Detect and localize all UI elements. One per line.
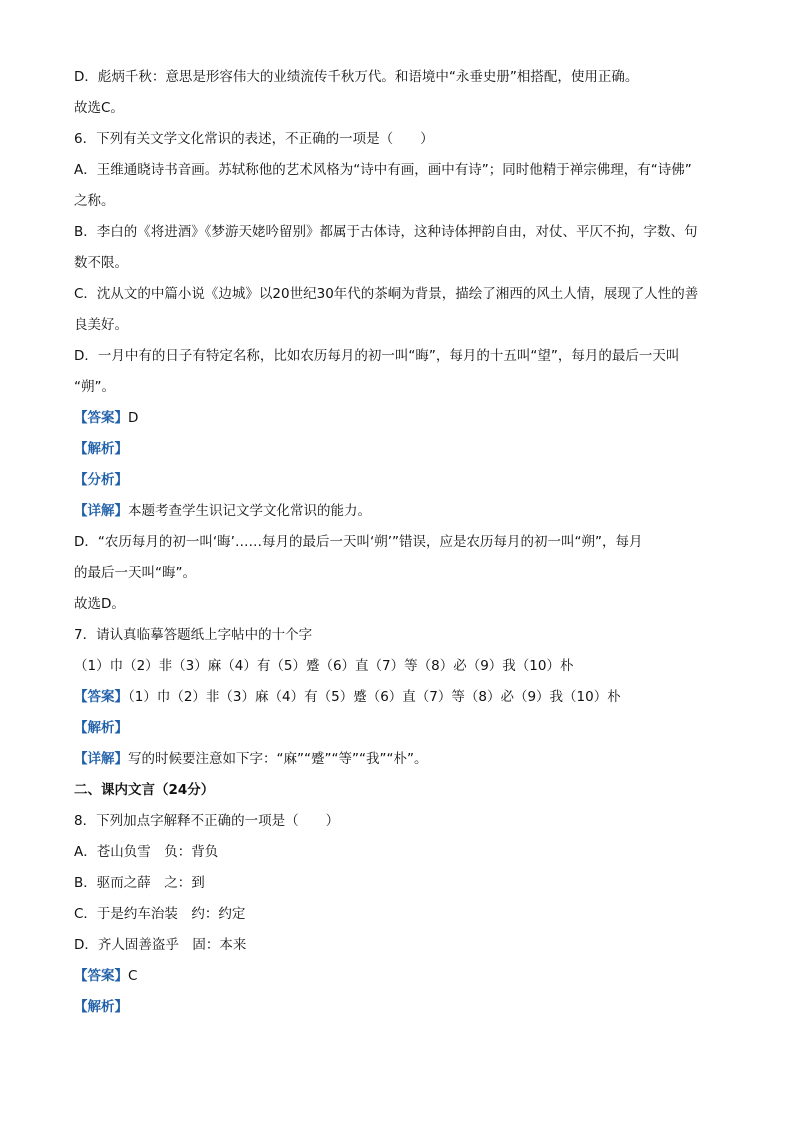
text-line — [74, 372, 724, 403]
line-text: D．“农历每月的初一叫‘晦’……每月的最后一天叫‘朔’”错误，应是农历每月的初一叫“朔”，每月 — [74, 534, 643, 550]
line-text: A．王维通晓诗书音画。苏轼称他的艺术风格为“诗中有画，画中有诗”；同时他精于禅宗佛理，有“诗佛” — [74, 162, 692, 178]
text-line — [74, 217, 724, 248]
section-tag: 【分析】 — [74, 472, 128, 488]
line-text: C — [128, 968, 138, 984]
text-line — [74, 310, 724, 341]
text-line — [74, 775, 724, 806]
text-line — [74, 682, 724, 713]
text-line — [74, 527, 724, 558]
text-line — [74, 62, 724, 93]
line-text: D．一月中有的日子有特定名称，比如农历每月的初一叫“晦”，每月的十五叫“望”，每月的最后一天叫 — [74, 348, 680, 364]
text-line — [74, 961, 724, 992]
line-text: 故选C。 — [74, 100, 124, 116]
text-line — [74, 992, 724, 1023]
text-line — [74, 868, 724, 899]
line-text: 之称。 — [74, 193, 115, 209]
section-tag: 【答案】 — [74, 689, 128, 705]
text-line — [74, 837, 724, 868]
line-text: B．李白的《将进酒》《梦游天姥吟留别》都属于古体诗，这种诗体押韵自由，对仗、平仄不拘，字数、句 — [74, 224, 698, 240]
line-text: D — [128, 410, 139, 426]
line-text: C．于是约车治装 约：约定 — [74, 906, 246, 922]
line-text: 数不限。 — [74, 255, 128, 271]
text-line — [74, 248, 724, 279]
section-tag: 【解析】 — [74, 999, 128, 1015]
section-tag: 【详解】 — [74, 751, 128, 767]
line-text: 8．下列加点字解释不正确的一项是（ ） — [74, 813, 340, 829]
section-tag: 【答案】 — [74, 968, 128, 984]
text-line — [74, 434, 724, 465]
line-text: “朔”。 — [74, 379, 115, 395]
line-text: 的最后一天叫“晦”。 — [74, 565, 196, 581]
text-line — [74, 558, 724, 589]
text-line — [74, 279, 724, 310]
text-line — [74, 403, 724, 434]
line-text: 写的时候要注意如下字：“麻”“蹙”“等”“我”“朴”。 — [128, 751, 428, 767]
section-tag: 【答案】 — [74, 410, 128, 426]
line-text: 6．下列有关文学文化常识的表述，不正确的一项是（ ） — [74, 131, 434, 147]
text-line — [74, 155, 724, 186]
line-text: D．彪炳千秋：意思是形容伟大的业绩流传千秋万代。和语境中“永垂史册”相搭配，使用正确。 — [74, 69, 639, 85]
section-tag: 【解析】 — [74, 720, 128, 736]
line-text: D．齐人固善盗乎 固：本来 — [74, 937, 247, 953]
text-line — [74, 186, 724, 217]
section-tag: 【详解】 — [74, 503, 128, 519]
text-line — [74, 806, 724, 837]
text-line — [74, 899, 724, 930]
line-text: A．苍山负雪 负：背负 — [74, 844, 219, 860]
line-text: C．沈从文的中篇小说《边城》以20世纪30年代的茶峒为背景，描绘了湘西的风土人情，展现了人性的善 — [74, 286, 699, 302]
text-line — [74, 496, 724, 527]
document-page — [74, 62, 724, 1023]
text-line — [74, 589, 724, 620]
line-text: 故选D。 — [74, 596, 125, 612]
text-line — [74, 465, 724, 496]
line-text: 良美好。 — [74, 317, 128, 333]
line-text: 7．请认真临摹答题纸上字帖中的十个字 — [74, 627, 313, 643]
text-line — [74, 93, 724, 124]
text-line — [74, 930, 724, 961]
line-text: 本题考查学生识记文学文化常识的能力。 — [128, 503, 371, 519]
text-line — [74, 651, 724, 682]
text-line — [74, 713, 724, 744]
line-text: 二、课内文言（24分） — [74, 782, 215, 798]
text-line — [74, 744, 724, 775]
section-tag: 【解析】 — [74, 441, 128, 457]
line-text: （1）巾（2）非（3）麻（4）有（5）蹙（6）直（7）等（8）必（9）我（10）朴 — [74, 658, 574, 674]
text-line — [74, 620, 724, 651]
line-text: （1）巾（2）非（3）麻（4）有（5）蹙（6）直（7）等（8）必（9）我（10）朴 — [128, 689, 621, 705]
text-line — [74, 124, 724, 155]
text-line — [74, 341, 724, 372]
line-text: B．驱而之薛 之：到 — [74, 875, 205, 891]
